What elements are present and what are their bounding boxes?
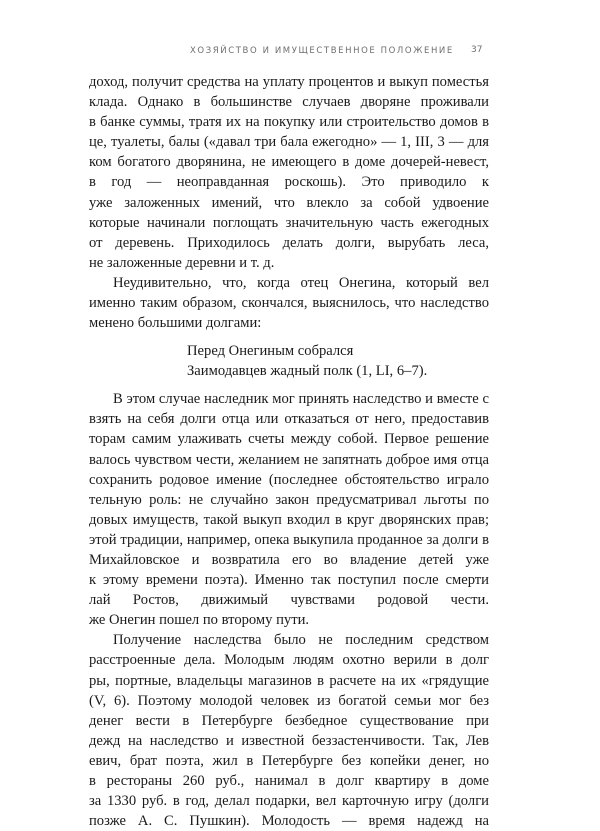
text-line: торам самим улаживать счеты между собой. Первое решение <box>89 431 489 448</box>
text-line: ком богатого дворянина, не имеющего в доме дочерей-невест, <box>89 154 489 171</box>
verse-line: Перед Онегиным собрался <box>187 343 354 360</box>
text-line: в банке суммы, тратя их на покупку или строительство домов в <box>89 114 489 131</box>
text-line: не заложенные деревни и т. д. <box>89 254 275 271</box>
verse-line: Заимодавцев жадный полк (1, LI, 6–7). <box>187 363 428 380</box>
text-line: це, туалеты, балы («давал три бала ежегодно» — 1, III, 3 — для <box>89 134 489 151</box>
paragraph-3 <box>89 389 489 630</box>
text-line: в год — неоправданная роскошь). Это приводило к <box>89 174 489 191</box>
running-title: ХОЗЯЙСТВО И ИМУЩЕСТВЕННОЕ ПОЛОЖЕНИЕ <box>190 46 454 56</box>
paragraph-2 <box>89 273 489 333</box>
text-line: расстроенные дела. Молодым людям охотно верили в долг <box>89 652 489 669</box>
text-line: довых имуществ, такой выкуп входил в круг дворянских прав; <box>89 511 489 528</box>
text-line: ры, портные, владельцы магазинов в расчете на их «грядущие <box>89 672 489 689</box>
text-line: клада. Однако в большинстве случаев дворяне проживали <box>89 94 489 111</box>
text-line: дежд на наследство и известной беззастенчивости. Так, Лев <box>89 732 489 749</box>
text-line: евич, брат поэта, жил в Петербурге без копейки денег, но <box>89 752 489 769</box>
verse-quote <box>89 341 489 381</box>
text-line: Получение наследства было не последним средством <box>113 632 489 649</box>
text-line: за 1330 руб. в год, делал подарки, вел карточную игру (долги <box>89 793 489 810</box>
text-line: этой традиции, например, опека выкупила проданное за долги в <box>89 531 489 548</box>
text-line: в рестораны 260 руб., нанимал в долг квартиру в доме <box>89 773 489 789</box>
text-line: денег вести в Петербурге безбедное существование при <box>89 712 489 729</box>
text-line: именно таким образом, скончался, выяснилось, что наследство <box>89 295 489 312</box>
text-line: позже А. С. Пушкин). Молодость — время надежд на <box>89 813 489 830</box>
paragraph-4 <box>89 630 489 831</box>
text-line: Неудивительно, что, когда отец Онегина, который вел <box>113 274 489 291</box>
page-number: 37 <box>471 45 483 55</box>
text-line: от деревень. Приходилось делать долги, вырубать леса, <box>89 234 489 251</box>
text-line: взять на себя долги отца или отказаться от него, предоставив <box>89 411 489 428</box>
text-line: к этому времени поэта). Именно так поступил после смерти <box>89 572 489 589</box>
text-line: доход, получит средства на уплату процентов и выкуп поместья <box>89 74 489 90</box>
text-line: менено большими долгами: <box>89 315 262 332</box>
text-line: уже заложенных имений, что влекло за собой удвоение <box>89 194 489 211</box>
paragraph-1 <box>89 72 489 273</box>
text-line: валось чувством чести, желанием не запятнать доброе имя отца <box>89 451 489 468</box>
text-line: В этом случае наследник мог принять наследство и вместе с <box>113 391 489 408</box>
text-line: лай Ростов, движимый чувствами родовой чести. <box>89 592 489 609</box>
text-line: (V, 6). Поэтому молодой человек из богатой семьи мог без <box>89 692 489 709</box>
text-line: же Онегин пошел по второму пути. <box>89 612 310 629</box>
text-line: которые начинали поглощать значительную часть ежегодных <box>89 214 489 231</box>
text-line: сохранить родовое имение (последнее обстоятельство играло <box>89 471 489 488</box>
text-line: Михайловское и возвратила его во владение детей уже <box>89 551 489 568</box>
text-line: тельную роль: не случайно закон предусматривал льготы по <box>89 491 489 508</box>
body-text <box>89 72 489 831</box>
